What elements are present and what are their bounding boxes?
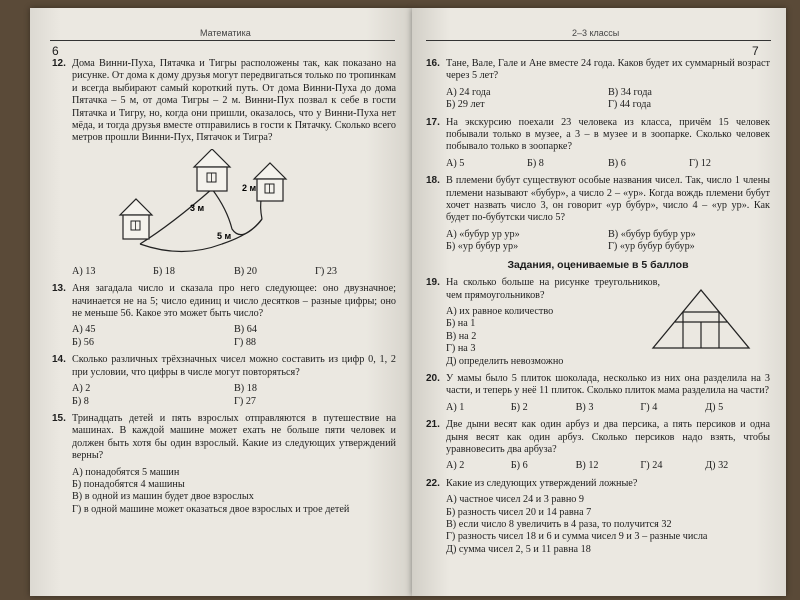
answer-c[interactable]: В) на 2	[446, 330, 477, 342]
answer-c[interactable]: В) 34 года	[608, 86, 652, 98]
question-17	[426, 117, 770, 154]
distance-label-2m: 2 м	[242, 182, 257, 193]
question-number: 16.	[426, 58, 440, 69]
question-number: 22.	[426, 477, 440, 489]
answer-b[interactable]: Б) «ур бубур ур»	[446, 241, 519, 253]
answer-d[interactable]: Г) 27	[234, 395, 257, 407]
answer-b[interactable]: Б) 2	[510, 401, 528, 413]
question-16	[426, 58, 770, 83]
answers-16	[426, 87, 770, 112]
question-text: У мамы было 5 плиток шоколада, несколько из них она разделила на 3 части, и теперь у неё 11 плиток. Сколько плиток мама разделила на части?	[446, 372, 770, 397]
question-text: В племени бубут существуют особые названия чисел. Так, число 1 члены племени называют «бубур», а число 2 – «ур». Когда вождь племени бубут хочет назвать число 3, он говорит «ур бубур», число 4 – «ур ур». Как будет по-бубутски число 5?	[446, 175, 770, 224]
question-number: 20.	[426, 372, 440, 384]
answer-c[interactable]: В) 18	[234, 383, 257, 395]
triangle-figure	[651, 288, 751, 350]
answer-c[interactable]: В) 3	[575, 401, 594, 413]
answer-d[interactable]: Г) 12	[689, 157, 712, 169]
question-text: На сколько больше на рисунке треугольников, чем прямоугольников?	[446, 277, 660, 301]
question-number: 17.	[426, 116, 440, 128]
book-spread	[18, 8, 786, 596]
answer-b[interactable]: Б) 18	[153, 265, 175, 277]
answer-a[interactable]: А) 24 года	[446, 86, 491, 98]
answer-c[interactable]: В) в одной из машин будет двое взрослых	[72, 491, 254, 503]
answer-d[interactable]: Г) «ур бубур бубур»	[608, 241, 695, 253]
question-21	[426, 419, 770, 456]
question-14	[52, 354, 396, 379]
path-pooh-tigger	[140, 189, 212, 244]
answer-a[interactable]: А) 2	[72, 383, 91, 395]
answer-b[interactable]: Б) понадобятся 4 машины	[72, 478, 185, 490]
answer-b[interactable]: Б) разность чисел 20 и 14 равна 7	[446, 506, 592, 518]
answer-a[interactable]: А) понадобятся 5 машин	[72, 466, 180, 478]
answer-d[interactable]: Г) 4	[640, 401, 658, 413]
answer-b[interactable]: Б) 8	[72, 395, 89, 407]
answers-20	[426, 402, 770, 414]
answer-a[interactable]: А) частное чисел 24 и 3 равно 9	[446, 494, 585, 506]
answer-e[interactable]: Д) сумма чисел 2, 5 и 11 равна 18	[446, 543, 591, 555]
answers-12	[52, 266, 396, 278]
answer-e[interactable]: Д) определить невозможно	[446, 355, 564, 367]
question-18	[426, 175, 770, 225]
answer-d[interactable]: Г) в одной машине может оказаться двое взрослых и трое детей	[72, 503, 350, 515]
answer-c[interactable]: В) 64	[234, 324, 257, 336]
question-20	[426, 373, 770, 398]
header-rule	[426, 40, 771, 41]
answer-b[interactable]: Б) 56	[72, 336, 94, 348]
question-text: Сколько различных трёхзначных чисел можно составить из цифр 0, 1, 2 при условии, что цифры в числе могут повторяться?	[72, 354, 396, 378]
answer-a[interactable]: А) их равное количество	[446, 305, 554, 317]
question-text: Дома Винни-Пуха, Пятачка и Тигры расположены так, как показано на рисунке. От дома к дому друзья могут передвигаться только по тропинкам и всегда выбирают самый короткий путь. От дома Винни-Пуха до дома Пятачка – 5 м, от дома Тигры – 2 м. Винни-Пух позвал к себе в гости Пятачка и Тигру, но, когда они пришли, оказалось, что у Винни-Пуха нет мёда, и тогда друзья вместе отправились в гости к Пятачку. Сколько всего метров прошли Винни-Пух, Пятачок и Тигра?	[72, 58, 396, 144]
question-22	[426, 478, 770, 490]
question-12	[52, 58, 396, 145]
answer-c[interactable]: В) 6	[608, 157, 626, 169]
answers-17	[426, 158, 770, 170]
answer-a[interactable]: А) 1	[446, 401, 465, 413]
answer-b[interactable]: Б) 6	[510, 460, 528, 472]
question-text: Тане, Вале, Гале и Ане вместе 24 года. Каков будет их суммарный возраст через 5 лет?	[446, 58, 770, 82]
page-number: 6	[52, 44, 59, 58]
house-tigger-icon	[194, 149, 230, 191]
question-text: На экскурсию поехали 23 человека из класса, причём 15 человек побывали только в музее, а 3 – в музее и в зоопарке. Сколько человек побывало только в зоопарке?	[446, 116, 770, 153]
answer-e[interactable]: Д) 5	[705, 401, 724, 413]
answer-a[interactable]: А) 45	[72, 324, 96, 336]
page-number: 7	[752, 44, 759, 58]
question-text: Аня загадала число и сказала про него следующее: оно двузначное; начинается не на 5; число единиц и число десятков – разные цифры; оно не меньше 56. Какое это может быть число?	[72, 283, 396, 320]
answers-14	[52, 383, 396, 408]
path-pooh-piglet	[140, 219, 262, 252]
answer-d[interactable]: Г) разность чисел 18 и 6 и сумма чисел 9 и 3 – разные числа	[446, 531, 708, 543]
house-piglet-icon	[254, 163, 286, 201]
houses-paths-figure	[112, 149, 332, 264]
right-content	[426, 58, 770, 561]
question-text: Тринадцать детей и пять взрослых отправляются в путешествие на машинах. В каждой машине может ехать не больше пяти человек и должен быть хотя бы один взрослый. Какие из следующих утверждений верны?	[72, 412, 396, 462]
answer-d[interactable]: Г) 88	[234, 336, 257, 348]
q19-body	[426, 306, 770, 368]
answers-13	[52, 324, 396, 349]
answer-d[interactable]: Г) 23	[315, 265, 338, 277]
answer-c[interactable]: В) «бубур бубур ур»	[608, 228, 696, 240]
question-number: 15.	[52, 412, 66, 424]
answer-c[interactable]: В) если число 8 увеличить в 4 раза, то получится 32	[446, 519, 672, 530]
answer-b[interactable]: Б) 8	[527, 157, 544, 169]
answers-15	[52, 467, 396, 517]
answer-a[interactable]: А) «бубур ур ур»	[446, 228, 520, 240]
answer-b[interactable]: Б) 29 лет	[446, 99, 485, 111]
answer-e[interactable]: Д) 32	[705, 460, 729, 472]
question-number: 19.	[426, 277, 440, 289]
distance-label-5m: 5 м	[217, 230, 232, 241]
answer-d[interactable]: Г) 24	[640, 460, 663, 472]
question-number: 18.	[426, 175, 440, 187]
running-header: Математика	[200, 28, 251, 38]
answer-a[interactable]: А) 13	[72, 265, 96, 277]
header-rule	[50, 40, 395, 41]
left-content	[52, 58, 396, 521]
section-title: Задания, оцениваемые в 5 баллов	[507, 258, 689, 271]
answers-21	[426, 460, 770, 472]
question-number: 13.	[52, 283, 66, 295]
question-number: 12.	[52, 58, 66, 69]
answers-18	[426, 229, 770, 254]
distance-label-3m: 3 м	[190, 202, 205, 213]
answer-b[interactable]: Б) на 1	[446, 318, 476, 330]
answer-c[interactable]: В) 12	[575, 460, 599, 472]
answer-d[interactable]: Г) на 3	[446, 343, 476, 355]
answer-a[interactable]: А) 2	[446, 460, 465, 472]
running-header: 2–3 классы	[572, 28, 620, 38]
question-number: 14.	[52, 354, 66, 366]
question-text: Какие из следующих утверждений ложные?	[446, 477, 638, 489]
house-pooh-icon	[120, 199, 152, 239]
answer-a[interactable]: А) 5	[446, 157, 465, 169]
path-tigger-side	[212, 189, 262, 235]
answers-22	[426, 494, 770, 556]
answer-c[interactable]: В) 20	[234, 265, 257, 277]
question-text: Две дыни весят как один арбуз и два персика, а пять персиков и одна дыня весят как один арбуз. Сколько персиков надо взять, чтобы уравновесить два арбуза?	[446, 419, 770, 455]
answer-d[interactable]: Г) 44 года	[608, 99, 651, 111]
question-15	[52, 413, 396, 463]
question-number: 21.	[426, 419, 440, 431]
left-page	[30, 8, 412, 596]
right-page	[412, 8, 786, 596]
question-13	[52, 283, 396, 320]
